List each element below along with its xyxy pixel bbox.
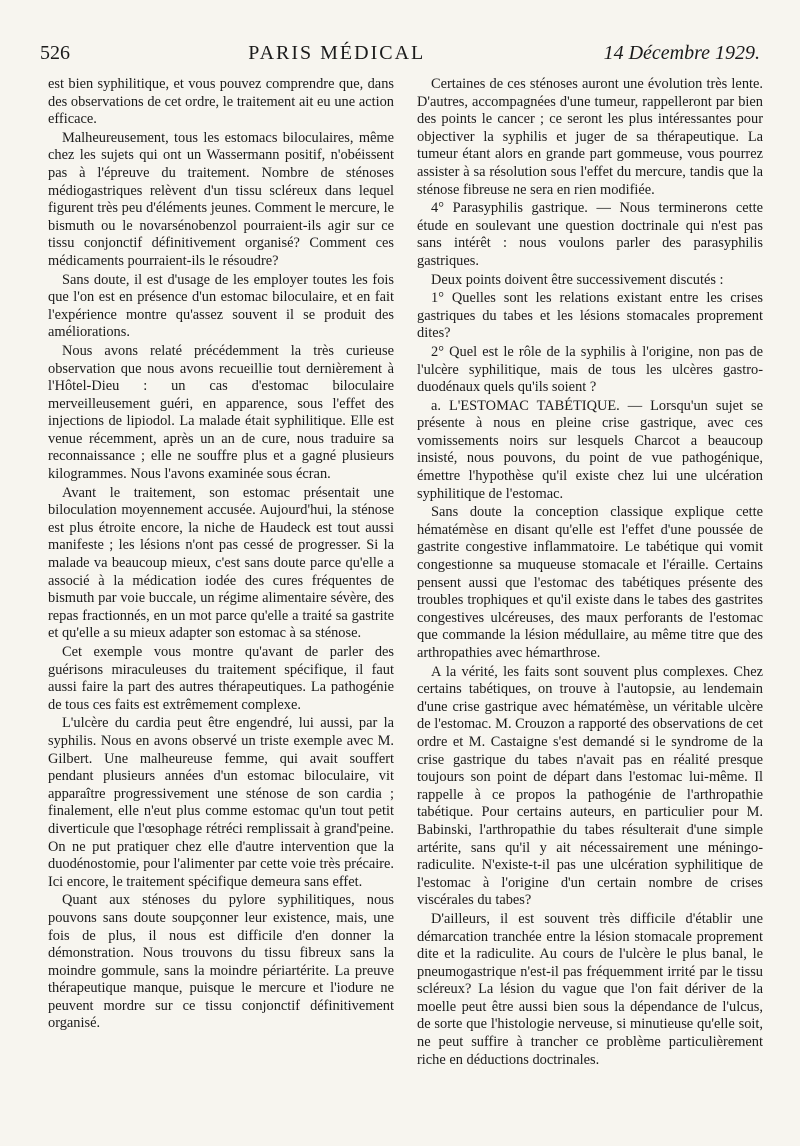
paragraph: A la vérité, les faits sont souvent plus complexes. Chez certains tabétiques, on trouve à l'autopsie, au lendemain d'une crise gastrique avec hématémèse, un véritable ulcère de l'estomac. M. Crouzon a rapporté des observations de cet ordre et M. Castaigne s'est demandé si le syndrome de la crise gastrique du tabes n'avait pas en réalité presque toujours son point de départ dans l'estomac lui-même. Il rappelle à ce propos la pathogénie de l'arthropathie tabétique. Pour certains auteurs, en particulier pour M. Babinski, l'arthropathie du tabes résulterait d'une simple artérite, sans qu'il y ait nécessairement une méningo-radiculite. N'existe-t-il pas une ulcération syphilitique de l'estomac à l'origine d'un certain nombre de crises viscérales du tabes? bbox=[417, 663, 763, 909]
journal-title: PARIS MÉDICAL bbox=[248, 42, 426, 64]
paragraph: Nous avons relaté précédemment la très curieuse observation que nous avons recueillie tout dernièrement à l'Hôtel-Dieu : un cas d'estomac biloculaire merveilleusement guéri, en apparence, sous l'effet des injections de lipiodol. La malade était syphilitique. Elle est venue récemment, après un an de cure, nous traduire sa reconnaissance ; elle ne souffre plus et a gagné plusieurs kilogrammes. Nous l'avons examinée sous écran. bbox=[48, 342, 394, 483]
paragraph: 4° Parasyphilis gastrique. — Nous terminerons cette étude en soulevant une question doctrinale qui n'est pas sans intérêt : nous voulons parler des parasyphilis gastriques. bbox=[417, 200, 763, 269]
paragraph: Certaines de ces sténoses auront une évolution très lente. D'autres, accompagnées d'une tumeur, rappelleront par bien des points le cancer ; ce seront les plus intéressantes pour objectiver la syphilis et juger de sa thérapeutique. La tumeur étant alors en grande part gommeuse, vous pourrez assister à sa résolution sous l'effet du mercure, tandis que la sténose fibreuse ne sera en rien modifiée. bbox=[417, 76, 763, 198]
paragraph: Deux points doivent être successivement discutés : bbox=[431, 271, 724, 288]
right-column bbox=[417, 76, 763, 1116]
paragraph: Avant le traitement, son estomac présentait une biloculation moyennement accusée. Aujourd'hui, la sténose est plus étroite encore, la niche de Haudeck est tout aussi manifeste ; les lésions n'ont pas cessé de progresser. Si la malade va beaucoup mieux, c'est sans doute parce qu'elle a associé à la médication iodée des cures fréquentes de bismuth par voie buccale, un régime alimentaire sévère, des repas fractionnés, en un mot parce qu'elle a traité sa gastrite et qu'elle a su mieux adapter son estomac à sa sténose. bbox=[48, 484, 394, 642]
paragraph: 1° Quelles sont les relations existant entre les crises gastriques du tabes et les lésions stomacales proprement dites? bbox=[417, 290, 763, 342]
paragraph: est bien syphilitique, et vous pouvez comprendre que, dans des observations de cet ordre, le traitement ait eu une action efficace. bbox=[48, 76, 394, 128]
paragraph: a. L'ESTOMAC TABÉTIQUE. — Lorsqu'un sujet se présente à nous en pleine crise gastrique, avec ces vomissements noirs sur lesquels Charcot a beaucoup insisté, nous pouvons, du point de vue pathogénique, émettre l'hypothèse qu'il existe chez lui une ulcération syphilitique de l'estomac. bbox=[417, 397, 763, 502]
issue-date: 14 Décembre 1929. bbox=[603, 42, 760, 64]
text-columns bbox=[48, 76, 763, 1116]
paragraph: 2° Quel est le rôle de la syphilis à l'origine, non pas de l'ulcère syphilitique, mais de tous les ulcères gastro-duodénaux quels qu'ils soient ? bbox=[417, 343, 763, 396]
paragraph: L'ulcère du cardia peut être engendré, lui aussi, par la syphilis. Nous en avons observé un triste exemple avec M. Gilbert. Une malheureuse femme, qui avait souffert pendant plusieurs années d'un estomac biloculaire, vit apparaître progressivement une sténose de son cardia ; finalement, elle n'eut plus comme estomac qu'un tout petit diverticule que l'œsophage rétréci remplissait à grand'peine. On ne put pratiquer chez elle d'autre intervention que la duodénostomie, pour l'alimenter par cette voie très précaire. Ici encore, le traitement spécifique demeura sans effet. bbox=[48, 715, 394, 890]
paragraph: Quant aux sténoses du pylore syphilitiques, nous pouvons sans doute soupçonner leur existence, mais, une fois de plus, il nous est difficile d'en donner la démonstration. Nous trouvons du tissu fibreux sans la moindre gommule, sans la moindre périartérite. La preuve thérapeutique manque, puisque le mercure et l'iodure ne peuvent mordre sur ce tissu conjonctif définitivement organisé. bbox=[48, 892, 394, 1032]
running-header bbox=[40, 42, 760, 76]
paragraph: Sans doute la conception classique explique cette hématémèse en disant qu'elle est l'effet d'une poussée de gastrite congestive inflammatoire. Le tabétique qui vomit congestionne sa muqueuse stomacale et l'éraille. Certains pensent aussi que l'estomac des tabétiques présente des troubles trophiques et qu'il existe dans le tabes des gastrites congestives ulcéreuses, des maux perforants de l'estomac que commande la lésion médullaire, au même titre que des arthropathies avec hémarthrose. bbox=[417, 504, 763, 661]
left-column bbox=[48, 76, 394, 1116]
page-number: 526 bbox=[40, 42, 70, 64]
paragraph: Cet exemple vous montre qu'avant de parler des guérisons miraculeuses du traitement spécifique, il faut aussi faire la part des autres thérapeutiques. La pathogénie de tous ces faits est extrêmement complexe. bbox=[48, 644, 394, 713]
paragraph: Malheureusement, tous les estomacs biloculaires, même chez les sujets qui ont un Wassermann positif, n'obéissent pas à l'épreuve du traitement. Nombre de sténoses médiogastriques relèvent d'un tissu scléreux dans lequel figurent très peu d'éléments jeunes. Comment le mercure, le bismuth ou le novarsénobenzol pourraient-ils agir sur ce tissu conjonctif définitivement organisé? Comment ces médicaments pourraient-ils le résoudre? bbox=[48, 129, 394, 269]
paragraph: D'ailleurs, il est souvent très difficile d'établir une démarcation tranchée entre la lésion stomacale proprement dite et la radiculite. Au cours de l'ulcère le plus banal, le pneumogastrique n'est-il pas fréquemment irrité par le tissu scléreux? La lésion du vague que l'on fait dériver de la moelle peut être aussi bien sous la dépendance de l'ulcus, de sorte que l'histologie nerveuse, si minutieuse qu'elle soit, ne peut suffire à trancher ce problème particulièrement riche en déductions doctrinales. bbox=[417, 910, 763, 1068]
paragraph: Sans doute, il est d'usage de les employer toutes les fois que l'on est en présence d'un estomac biloculaire, et en fait l'expérience montre qu'assez souvent il se produit des améliorations. bbox=[48, 271, 394, 341]
